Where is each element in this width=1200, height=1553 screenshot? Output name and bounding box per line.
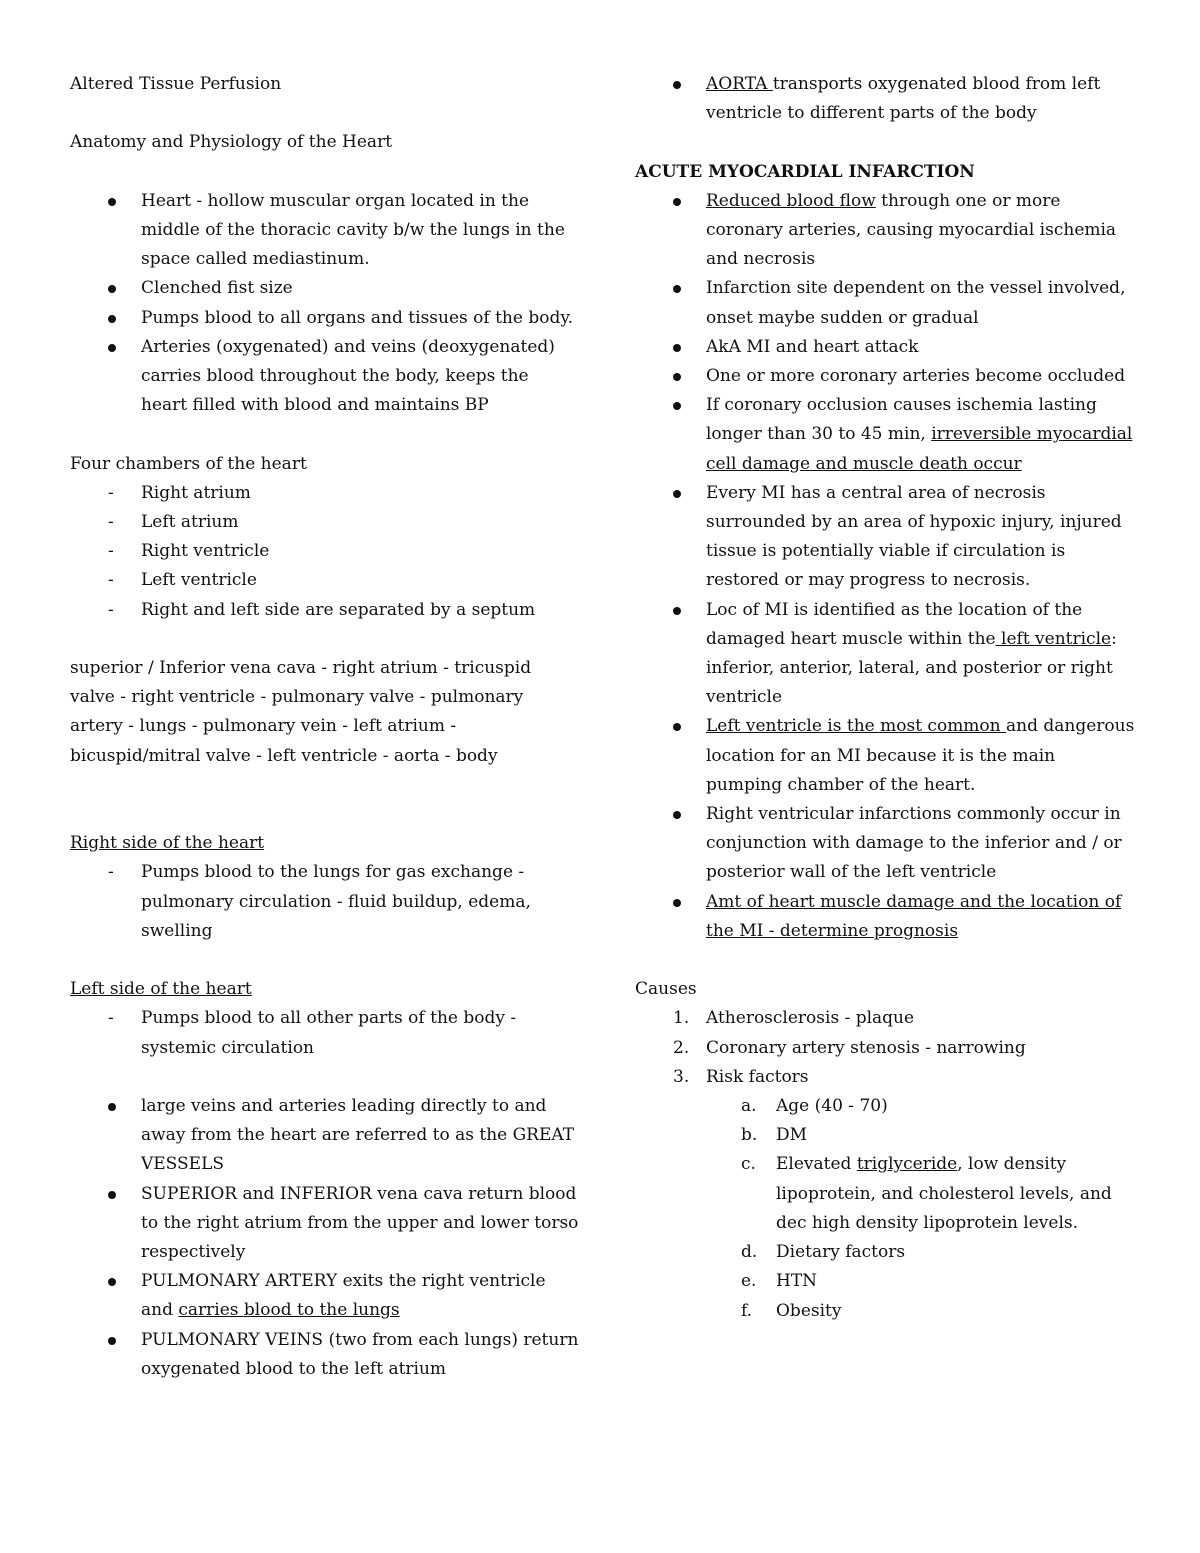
list-item — [70, 537, 580, 566]
dash-marker: - — [108, 599, 114, 620]
list-item-text: Age (40 - 70) — [776, 1096, 888, 1117]
underlined-text: triglyceride — [856, 1154, 958, 1175]
dash-marker: - — [108, 862, 114, 883]
list-item — [635, 888, 1135, 946]
list-item-text: Atherosclerosis - plaque — [706, 1008, 915, 1029]
bullet-icon — [673, 373, 681, 381]
bullet-icon — [673, 285, 681, 293]
list-item — [635, 187, 1135, 275]
list-item-text: Every MI has a central area of necrosis surrounded by an area of hypoxic injury, injured tissue is potentially viable if circulation is restored or may progress to necrosis. — [706, 482, 1122, 591]
bullet-icon — [673, 899, 681, 907]
list-item — [70, 508, 580, 537]
bullet-icon — [108, 344, 116, 352]
underlined-text: Reduced blood flow — [706, 190, 876, 211]
list-item — [635, 70, 1135, 128]
list-item-text: large veins and arteries leading directly to and away from the heart are referred to as the GREAT VESSELS — [141, 1096, 575, 1175]
sub-list-item — [635, 1150, 1135, 1238]
list-item-text: Right ventricle — [141, 541, 270, 562]
bullet-icon — [108, 198, 116, 206]
list-item — [70, 1004, 580, 1062]
underlined-text: left ventricle — [995, 628, 1112, 649]
bullet-icon — [673, 723, 681, 731]
list-item-text: PULMONARY VEINS (two from each lungs) return oxygenated blood to the left atrium — [141, 1329, 579, 1379]
bullet-icon — [108, 1337, 116, 1345]
list-item — [70, 479, 580, 508]
sub-list-letter: e. — [741, 1271, 757, 1292]
list-item-text: DM — [776, 1125, 808, 1146]
underlined-text: carries blood to the lungs — [178, 1300, 400, 1321]
list-item — [635, 1034, 1135, 1063]
list-item-text: Left atrium — [141, 512, 239, 532]
dash-marker: - — [108, 1008, 114, 1029]
dash-marker: - — [108, 482, 114, 503]
list-item — [635, 712, 1135, 800]
dash-marker: - — [108, 541, 114, 562]
list-item — [635, 1063, 1135, 1092]
list-item — [70, 187, 580, 275]
list-item-text: Elevated — [776, 1154, 857, 1175]
list-item-text: Infarction site dependent on the vessel involved, onset maybe sudden or gradual — [706, 278, 1126, 328]
bullet-icon — [673, 198, 681, 206]
list-item — [635, 391, 1135, 479]
left-column — [70, 70, 580, 1384]
list-number: 2. — [673, 1037, 690, 1058]
list-item-text: Risk factors — [706, 1066, 809, 1087]
sub-list-letter: d. — [741, 1242, 758, 1263]
list-item-text: Right and left side are separated by a septum — [141, 599, 536, 620]
bullet-icon — [673, 402, 681, 410]
list-item-text: PULMONARY ARTERY exits the right ventricle and — [141, 1271, 546, 1321]
sub-list-letter: b. — [741, 1125, 758, 1146]
list-item — [70, 1326, 580, 1384]
list-item — [70, 304, 580, 333]
list-item-text: Dietary factors — [776, 1242, 906, 1263]
sub-list-letter: f. — [741, 1300, 753, 1321]
list-item-text: Arteries (oxygenated) and veins (deoxygenated) carries blood throughout the body, keeps the heart filled with blood and maintains BP — [141, 336, 555, 416]
list-item — [635, 596, 1135, 713]
list-item — [70, 1092, 580, 1180]
list-item — [70, 1180, 580, 1268]
list-item — [70, 1267, 580, 1325]
list-item — [70, 596, 580, 625]
list-item-text: Pumps blood to the lungs for gas exchange - pulmonary circulation - fluid buildup, edema, swelling — [141, 862, 531, 941]
list-item-text: Loc of MI is identified as the location of the damaged heart muscle within the — [706, 599, 1083, 649]
bullet-icon — [108, 315, 116, 323]
sub-list-item — [635, 1238, 1135, 1267]
list-item-text: AkA MI and heart attack — [706, 336, 919, 357]
dash-marker: - — [108, 512, 114, 532]
list-item-text: One or more coronary arteries become occluded — [706, 366, 1126, 387]
list-item-text: Right ventricular infarctions commonly occur in conjunction with damage to the inferior and / or posterior wall of the left ventricle — [706, 804, 1122, 883]
blood-flow-paragraph: superior / Inferior vena cava - right atrium - tricuspid valve - right ventricle - pulmonary valve - pulmonary artery - lungs - pulmonary vein - left atrium - bicuspid/mitral valve - left ventricle - aorta - body — [70, 658, 532, 766]
list-item-text: and dangerous location for an MI because it is the main pumping chamber of the heart. — [706, 716, 1135, 795]
list-item-text: Coronary artery stenosis - narrowing — [706, 1037, 1026, 1058]
list-item-text: Obesity — [776, 1300, 842, 1321]
list-item-text: HTN — [776, 1271, 818, 1292]
sub-list-letter: c. — [741, 1154, 756, 1175]
list-item-text: Left ventricle — [141, 570, 257, 591]
bullet-icon — [673, 811, 681, 819]
list-number: 1. — [673, 1008, 690, 1029]
bullet-icon — [108, 1191, 116, 1199]
list-item — [70, 333, 580, 421]
list-item — [635, 1004, 1135, 1033]
list-item — [70, 858, 580, 946]
underlined-text: Amt of heart muscle damage and the location of the MI - determine prognosis — [706, 891, 1122, 941]
list-item — [70, 274, 580, 303]
list-item-text: transports oxygenated blood from left ventricle to different parts of the body — [706, 74, 1101, 124]
list-item-text: , low density lipoprotein, and cholesterol levels, and dec high density lipoprotein levels. — [776, 1154, 1112, 1233]
document-title: Altered Tissue Perfusion — [70, 74, 282, 94]
bullet-icon — [673, 607, 681, 615]
section-heading-chambers: Four chambers of the heart — [70, 453, 307, 474]
sub-list-letter: a. — [741, 1096, 757, 1117]
list-item-text: through one or more coronary arteries, causing myocardial ischemia and necrosis — [706, 190, 1117, 270]
list-item — [70, 566, 580, 595]
list-item — [635, 333, 1135, 362]
list-item-text: If coronary occlusion causes ischemia lasting longer than 30 to 45 min, — [706, 395, 1097, 445]
underlined-text: irreversible myocardial cell damage and muscle death occur — [706, 424, 1133, 474]
list-item-text: Pumps blood to all other parts of the body - systemic circulation — [141, 1008, 517, 1058]
section-heading-anatomy: Anatomy and Physiology of the Heart — [70, 132, 393, 153]
bullet-icon — [673, 344, 681, 352]
sub-list-item — [635, 1267, 1135, 1296]
list-item-text: Right atrium — [141, 482, 251, 503]
right-column — [635, 70, 1135, 1326]
bullet-icon — [108, 285, 116, 293]
list-item-text: Pumps blood to all organs and tissues of the body. — [141, 307, 574, 328]
section-heading-right-side: Right side of the heart — [70, 833, 265, 854]
list-item — [635, 800, 1135, 888]
list-item-text: SUPERIOR and INFERIOR vena cava return blood to the right atrium from the upper and lower torso respectively — [141, 1183, 579, 1263]
sub-list-item — [635, 1121, 1135, 1150]
sub-list-item — [635, 1092, 1135, 1121]
list-number: 3. — [673, 1066, 690, 1087]
section-heading-ami: ACUTE MYOCARDIAL INFARCTION — [635, 161, 975, 182]
bullet-icon — [673, 81, 681, 89]
list-item — [635, 274, 1135, 332]
section-heading-causes: Causes — [635, 979, 697, 1000]
underlined-text: AORTA — [706, 74, 773, 94]
dash-marker: - — [108, 570, 114, 591]
list-item-text: Heart - hollow muscular organ located in the middle of the thoracic cavity b/w the lungs in the space called mediastinum. — [141, 190, 565, 270]
list-item-text: Clenched fist size — [141, 278, 293, 299]
sub-list-item — [635, 1297, 1135, 1326]
bullet-icon — [108, 1103, 116, 1111]
section-heading-left-side: Left side of the heart — [70, 979, 252, 1000]
underlined-text: Left ventricle is the most common — [706, 716, 1007, 737]
bullet-icon — [108, 1278, 116, 1286]
list-item — [635, 479, 1135, 596]
bullet-icon — [673, 490, 681, 498]
list-item — [635, 362, 1135, 391]
list-item-text: : inferior, anterior, lateral, and posterior or right ventricle — [706, 628, 1117, 708]
